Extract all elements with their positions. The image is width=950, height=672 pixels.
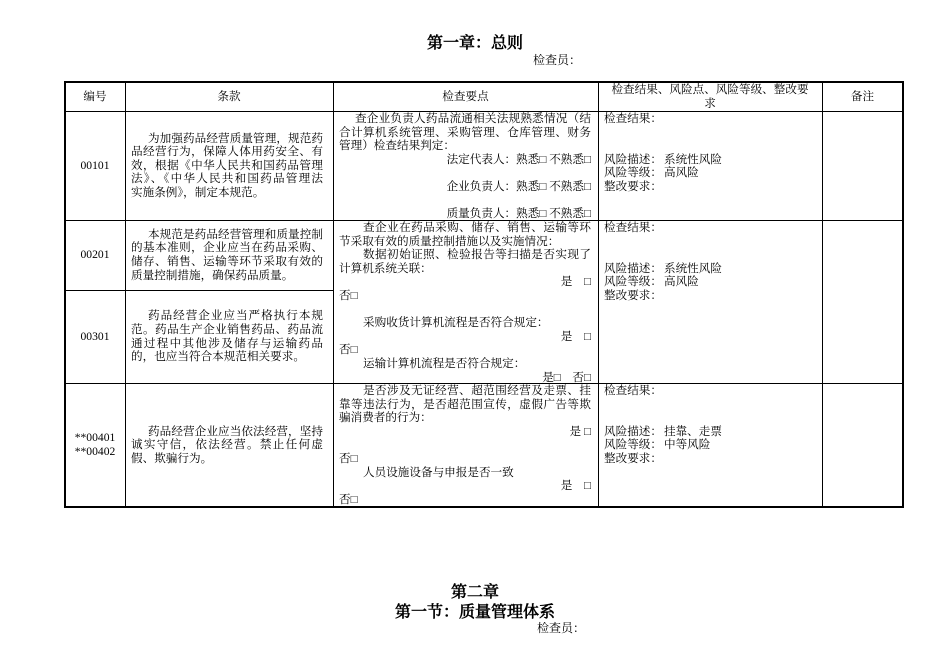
risk-description-label: 风险描述： (604, 424, 662, 438)
header-code-label: 编号 (83, 89, 107, 103)
clause-text-line: 的，也应当符合本规范相关要求。 (131, 350, 305, 364)
header-clause-label: 条款 (217, 89, 241, 103)
familiarity-option: 法定代表人：熟悉□ 不熟悉□ (446, 152, 591, 166)
header-result-label-line: 求 (704, 96, 716, 110)
check-point-text-line: 节采取有效的质量控制措施以及实施情况： (339, 234, 560, 248)
clause-text-line: 药品经营企业应当依法经营，坚持 (148, 424, 323, 438)
code-cell (65, 383, 125, 507)
rectification-label: 整改要求： (604, 179, 662, 193)
check-question-line: 运输计算机流程是否符合规定： (363, 356, 526, 370)
risk-description (604, 425, 815, 439)
header-check-points-label: 检查要点 (442, 89, 489, 103)
rectification-label: 整改要求： (604, 451, 662, 465)
header-check-points (333, 82, 598, 111)
risk-description (604, 153, 815, 167)
chapter2-title: 第二章 (450, 582, 499, 601)
clause-cell (125, 383, 333, 507)
risk-level-label: 风险等级： (604, 275, 662, 289)
clause-text-line: 通过程中其他涉及储存与运输药品 (131, 336, 323, 350)
code-cell (65, 220, 125, 290)
clause-cell (125, 290, 333, 383)
check-points-cell (333, 383, 598, 507)
check-question-line: 计算机系统关联： (339, 261, 432, 275)
clause-code: 00101 (80, 158, 110, 172)
check-question-line: 靠等违法行为，是否超范围宣传，虚假广告等欺 (339, 397, 591, 411)
chapter2-inspector-label: 检查员： (537, 621, 586, 635)
yes-option: 是 □ (560, 329, 591, 343)
chapter1-inspector-label: 检查员： (533, 53, 582, 67)
result-label: 检查结果： (604, 221, 662, 234)
check-question-line: 是否涉及无证经营、超范围经营及走票、挂 (363, 384, 591, 397)
result-label: 检查结果： (604, 384, 662, 397)
chapter1-title: 第一章：总则 (426, 33, 523, 52)
remarks-cell (822, 383, 903, 507)
check-point-text-line: 管理）检查结果判定： (339, 139, 455, 153)
clause-text-line: 范。药品生产企业销售药品、药品流 (131, 322, 323, 336)
clause-cell (125, 220, 333, 290)
code-cell (65, 111, 125, 220)
check-point-text-line: 合计算机系统管理、采购管理、仓库管理、财务 (339, 125, 591, 139)
rectification-label: 整改要求： (604, 288, 662, 302)
remarks-cell (822, 220, 903, 383)
header-result (598, 82, 822, 111)
remarks-cell (822, 111, 903, 220)
clause-cell (125, 111, 333, 220)
header-remarks (822, 82, 903, 111)
clause-text-line: 为加强药品经营质量管理，规范药 (148, 131, 323, 145)
clause-text-line: 假、欺骗行为。 (131, 451, 213, 465)
inspection-table (65, 82, 903, 507)
clause-text-line: 法》、《中华人民共和国药品管理法 (131, 172, 323, 186)
risk-description-value: 系统性风险 (663, 261, 722, 275)
yes-option: 是 □ (560, 479, 591, 493)
clause-text-line: 效，根据《中华人民共和国药品管理 (131, 158, 323, 172)
clause-code: 00301 (80, 329, 110, 343)
familiarity-option: 企业负责人：熟悉□ 不熟悉□ (446, 179, 591, 193)
chapter2-section-title: 第一节：质量管理体系 (394, 602, 555, 621)
check-points-cell (333, 111, 598, 220)
result-cell (598, 383, 822, 507)
clause-text-line: 诚实守信，依法经营。禁止任何虚 (131, 438, 323, 452)
clause-text-line: 本规范是药品经营管理和质量控制 (148, 227, 323, 241)
clause-code: **00402 (74, 445, 116, 458)
no-option: 否□ (339, 451, 358, 465)
check-question-line: 人员设施设备与申报是否一致 (363, 465, 514, 479)
header-remarks-label: 备注 (850, 89, 875, 103)
clause-text-line: 质量控制措施，确保药品质量。 (131, 268, 294, 282)
risk-level-label: 风险等级： (604, 438, 662, 452)
clause-text-line: 实施条例》，制定本规范。 (131, 185, 265, 199)
risk-level-value: 高风险 (663, 166, 699, 180)
no-option: 否□ (339, 288, 358, 302)
check-point-text-line: 查企业在药品采购、储存、销售、运输等环 (363, 221, 591, 234)
risk-level (604, 438, 815, 452)
risk-description (604, 262, 815, 276)
result-cell (598, 220, 822, 383)
risk-description-label: 风险描述： (604, 261, 662, 275)
result-cell (598, 111, 822, 220)
risk-level-value: 中等风险 (663, 438, 711, 452)
no-option: 否□ (339, 343, 358, 357)
check-question-line: 数据初始证照、检验报告等扫描是否实现了 (363, 248, 591, 262)
yes-option: 是 □ (560, 275, 591, 289)
header-clause (125, 82, 333, 111)
risk-description-value: 系统性风险 (663, 152, 722, 166)
risk-level-value: 高风险 (663, 275, 699, 289)
clause-text-line: 的基本准则，企业应当在药品采购、 (131, 241, 323, 255)
risk-description-label: 风险描述： (604, 152, 662, 166)
check-question-line: 采购收货计算机流程是否符合规定： (363, 316, 549, 330)
risk-description-value: 挂靠、走票 (663, 424, 722, 438)
code-cell (65, 290, 125, 383)
clause-text-line: 储存、销售、运输等环节采取有效的 (131, 255, 323, 268)
risk-level (604, 166, 815, 180)
check-question-line: 骗消费者的行为： (339, 411, 432, 425)
clause-text-line: 品经营行为，保障人体用药安全、有 (131, 145, 323, 159)
yes-option: 是 □ (569, 424, 591, 438)
clause-text-line: 药品经营企业应当严格执行本规 (148, 309, 323, 323)
no-option: 否□ (339, 492, 358, 506)
check-points-cell (333, 220, 598, 383)
familiarity-option: 质量负责人：熟悉□ 不熟悉□ (446, 207, 591, 221)
clause-code: **00401 (74, 431, 116, 445)
clause-code: 00201 (80, 248, 110, 262)
result-label: 检查结果： (604, 112, 662, 125)
yes-no-options: 是□ 否□ (542, 370, 591, 384)
risk-level-label: 风险等级： (604, 166, 662, 180)
header-code (65, 82, 125, 111)
check-point-text-line: 查企业负责人药品流通相关法规熟悉情况（结 (355, 112, 591, 125)
risk-level (604, 275, 815, 289)
header-result-label-line: 检查结果、风险点、风险等级、整改要 (611, 82, 809, 96)
